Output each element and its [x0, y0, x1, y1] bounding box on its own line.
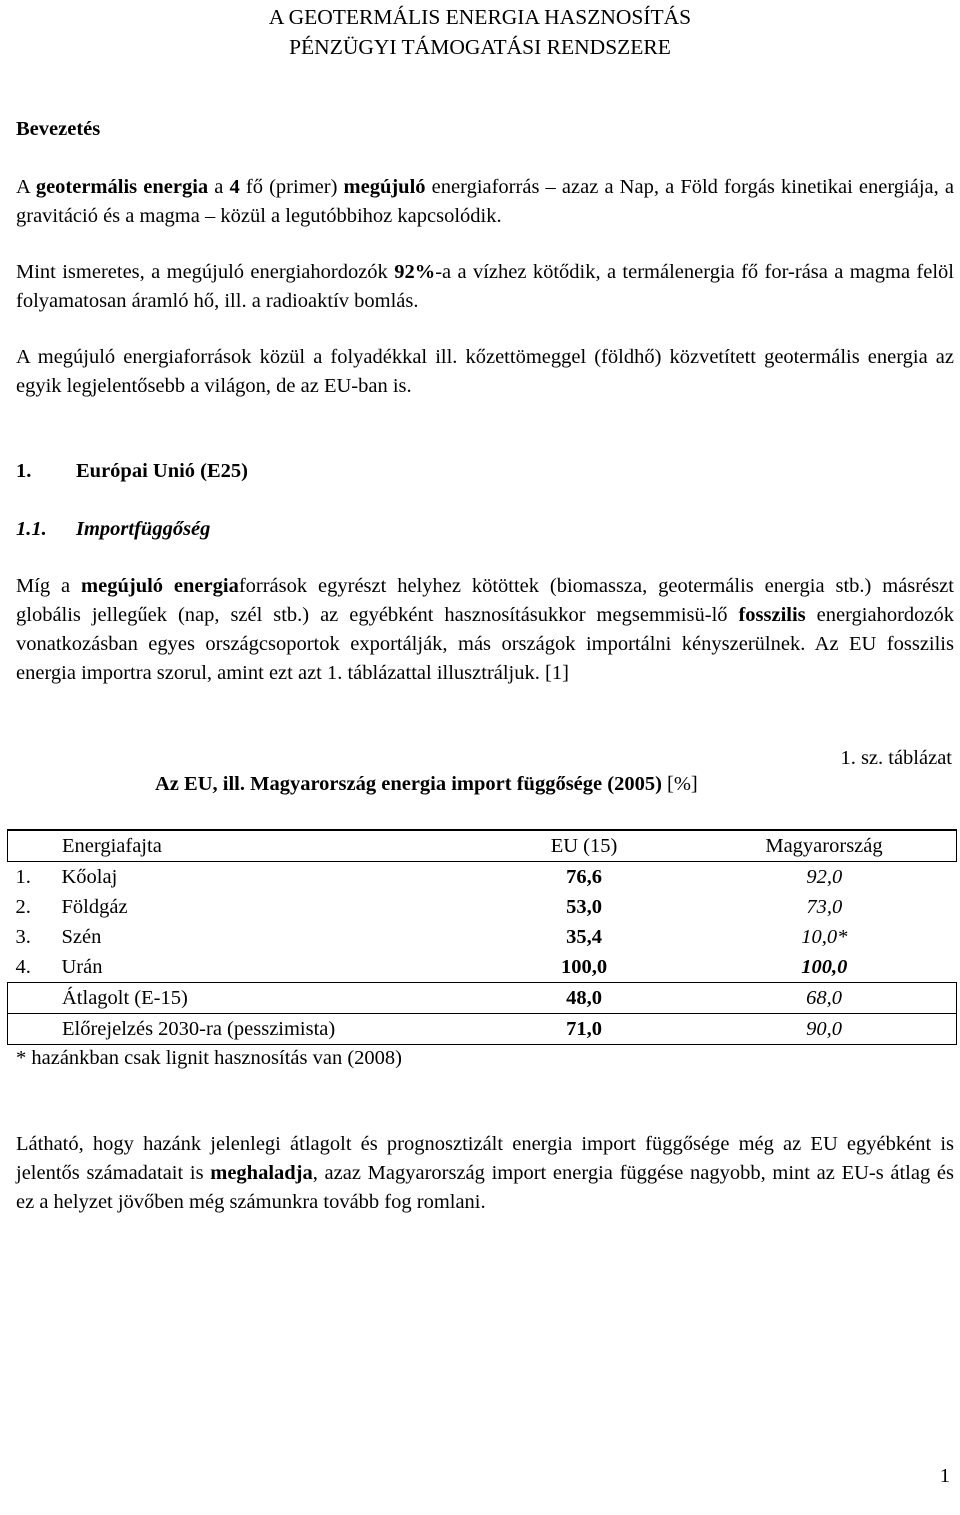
energy-import-table [7, 829, 957, 1045]
row-name: Előrejelzés 2030-ra (pesszimista) [62, 1018, 336, 1040]
row-hu-value: 90,0 [692, 1014, 957, 1045]
row-eu-value: 71,0 [476, 1014, 692, 1045]
intro-paragraph-1: A geotermális energia a 4 fő (primer) megújuló energiaforrás – azaz a Nap, a Föld forgás kinetikai energiája, a gravitáció és a magma – közül a legutóbbihoz kapcsolódik. [16, 176, 954, 227]
table-number-label: 1. sz. táblázat [840, 747, 952, 769]
page-number: 1 [939, 1465, 950, 1487]
row-eu-value: 100,0 [560, 956, 608, 978]
table-header-row [8, 830, 957, 862]
row-name: Urán [61, 956, 103, 978]
row-name: Földgáz [61, 896, 128, 918]
table-footnote: * hazánkban csak lignit hasznosítás van (2008) [16, 1047, 402, 1069]
section-1-number: 1. [16, 460, 32, 482]
header-energy-type: Energiafajta [8, 830, 477, 862]
row-hu-value: 92,0 [806, 866, 843, 888]
header-hungary: Magyarország [692, 830, 957, 862]
table-caption: Az EU, ill. Magyarország energia import függősége (2005) [%] [155, 773, 698, 795]
import-dependency-paragraph: Míg a megújuló energiaforrások egyrészt helyhez kötöttek (biomassza, geotermális energia stb.) másrészt globális jellegűek (nap, szél stb.) az egyébként hasznosításukkor megsemmisü-lő fosszilis energiahordozók vonatkozásban egyes országcsoportok exportálják, más országok importálni kényszerülnek. Az EU fosszilis energia importra szorul, amint ezt azt 1. táblázattal illusztráljuk. [1] [16, 575, 954, 684]
section-1-1-title: Importfüggőség [76, 518, 211, 540]
title-line-1: A GEOTERMÁLIS ENERGIA HASZNOSÍTÁS [268, 5, 692, 29]
row-eu-value: 76,6 [566, 866, 602, 888]
table-row: 4. Urán 100,0 100,0 [8, 952, 957, 983]
table-row: 1. Kőolaj 76,6 92,0 [8, 862, 957, 893]
row-eu-value: 53,0 [566, 896, 602, 918]
row-name: Kőolaj [61, 866, 118, 888]
header-eu15: EU (15) [476, 830, 692, 862]
table-row: 2. Földgáz 53,0 73,0 [8, 892, 957, 922]
intro-heading: Bevezetés [16, 118, 101, 140]
table-row [8, 1014, 957, 1045]
document-title [0, 2, 960, 62]
row-eu-value: 48,0 [476, 983, 692, 1014]
section-1-title: Európai Unió (E25) [76, 460, 248, 482]
section-1-1-heading [16, 515, 210, 544]
row-name: Szén [61, 926, 102, 948]
table-row: 3. Szén 35,4 10,0* [8, 922, 957, 952]
table-row [8, 983, 957, 1014]
section-1-1-number: 1.1. [16, 518, 47, 540]
row-hu-value: 73,0 [806, 896, 843, 918]
conclusion-paragraph: Látható, hogy hazánk jelenlegi átlagolt és prognosztizált energia import függősége még az EU egyébként is jelentős számadatait is meghaladja, azaz Magyarország import energia függése nagyobb, mint az EU-s átlag és ez a helyzet jövőben még számunkra tovább fog romlani. [16, 1133, 954, 1213]
row-hu-value: 10,0* [801, 926, 848, 948]
row-hu-value: 100,0 [801, 956, 848, 978]
row-hu-value: 68,0 [692, 983, 957, 1014]
intro-paragraph-3: A megújuló energiaforrások közül a folyadékkal ill. kőzettömeggel (földhő) közvetített geotermális energia az egyik legjelentősebb a világon, de az EU-ban is. [16, 346, 954, 397]
section-1-heading [16, 457, 248, 486]
row-eu-value: 35,4 [566, 926, 602, 948]
row-name: Átlagolt (E-15) [62, 987, 188, 1009]
title-line-2: PÉNZÜGYI TÁMOGATÁSI RENDSZERE [289, 35, 671, 59]
intro-paragraph-2: Mint ismeretes, a megújuló energiahordozók 92%-a a vízhez kötődik, a termálenergia fő for-rása a magma felöl folyamatosan áramló hő, ill. a radioaktív bomlás. [16, 261, 954, 312]
